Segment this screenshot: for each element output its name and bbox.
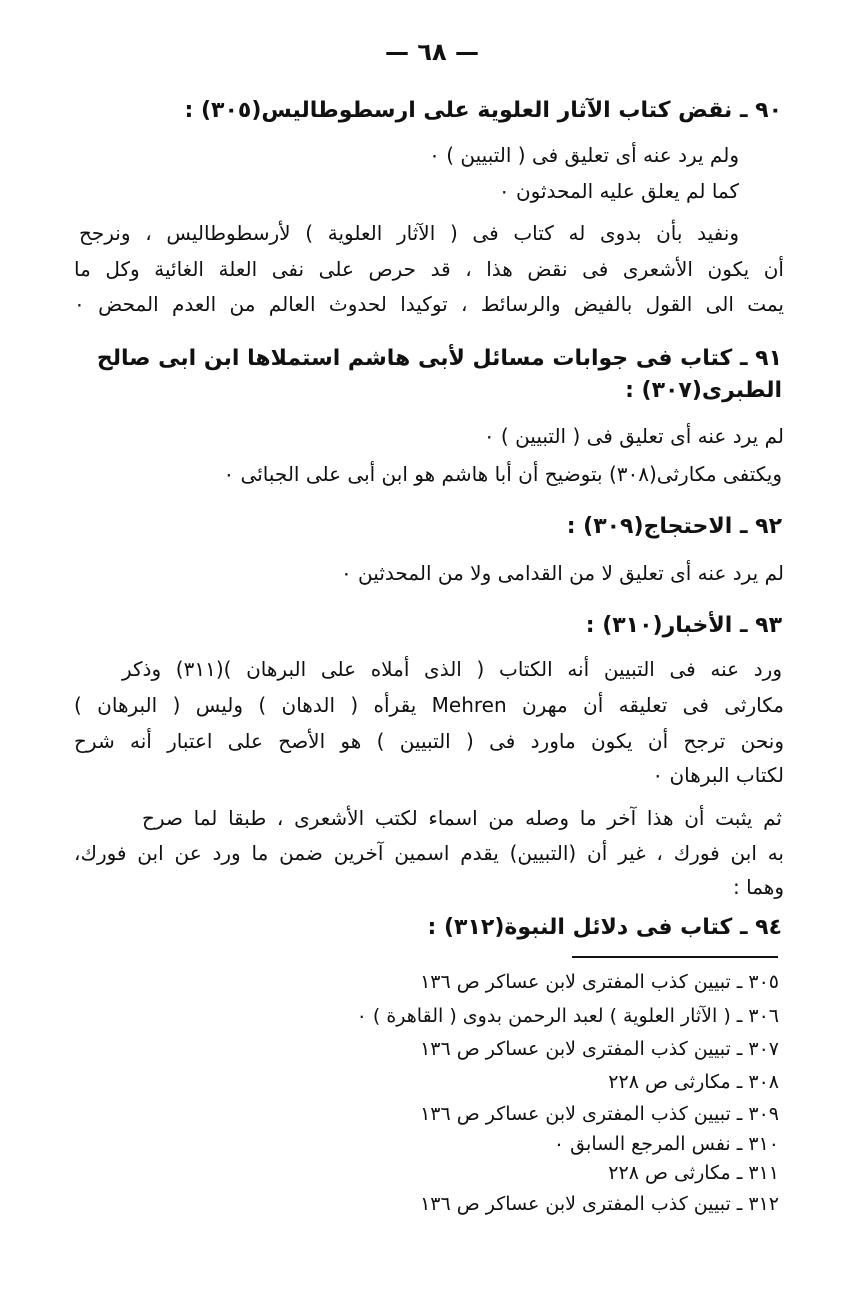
entry-number: ٩٤ [755, 915, 782, 940]
entry-heading-91-line2: الطبرى(٣٠٧) : [625, 378, 782, 403]
entry-number: ٩٢ [755, 514, 782, 539]
text-line: ولم يرد عنه أى تعليق فى ( التبيين ) ٠ [429, 143, 739, 167]
entry-title: الاحتجاج(٣٠٩) : [566, 514, 733, 539]
text-line: ويكتفى مكارثى(٣٠٨) بتوضيح أن أبا هاشم هو ابن أبى على الجبائى ٠ [223, 462, 782, 486]
text-line: لم يرد عنه أى تعليق فى ( التبيين ) ٠ [483, 424, 784, 448]
text-line: ثم يثبت أن هذا آخر ما وصله من اسماء لكتب الأشعرى ، طبقا لما صرح [142, 806, 782, 830]
entry-title: الأخبار(٣١٠) : [585, 613, 733, 638]
text-line: به ابن فورك ، غير أن (التبيين) يقدم اسمين آخرين ضمن ما ورد عن ابن فورك، [74, 841, 784, 865]
entry-title: نقض كتاب الآثار العلوية على ارسطوطاليس(٣٠٥) : [184, 98, 733, 123]
footnote-306: ٣٠٦ ـ ( الآثار العلوية ) لعبد الرحمن بدوى ( القاهرة ) ٠ [356, 1005, 779, 1027]
text-line: يمت الى القول بالفيض والرسائط ، توكيدا لحدوث العالم من العدم المحض ٠ [74, 292, 784, 316]
footnote-312: ٣١٢ ـ تبيين كذب المفترى لابن عساكر ص ١٣٦ [420, 1193, 779, 1215]
entry-title: كتاب فى دلائل النبوة(٣١٢) : [427, 915, 733, 940]
footnote-divider [572, 956, 778, 958]
entry-number: ٩١ [755, 346, 782, 371]
entry-heading-92: ٩٢ ـ الاحتجاج(٣٠٩) : [566, 514, 782, 539]
footnote-311: ٣١١ ـ مكارثى ص ٢٢٨ [608, 1162, 779, 1184]
footnote-309: ٣٠٩ ـ تبيين كذب المفترى لابن عساكر ص ١٣٦ [420, 1103, 779, 1125]
text-line: لكتاب البرهان ٠ [652, 763, 784, 787]
text-line: كما لم يعلق عليه المحدثون ٠ [498, 179, 739, 203]
text-line: ونفيد بأن بدوى له كتاب فى ( الآثار العلوية ) لأرسطوطاليس ، ونرجح [79, 221, 739, 245]
page-number: — ٦٨ — [384, 38, 479, 66]
footnote-307: ٣٠٧ ـ تبيين كذب المفترى لابن عساكر ص ١٣٦ [420, 1038, 779, 1060]
entry-heading-93: ٩٣ ـ الأخبار(٣١٠) : [585, 613, 782, 638]
text-line: لم يرد عنه أى تعليق لا من القدامى ولا من المحدثين ٠ [340, 561, 784, 585]
text-line: وهما : [733, 875, 784, 899]
footnote-310: ٣١٠ ـ نفس المرجع السابق ٠ [553, 1133, 779, 1155]
entry-heading-91: ٩١ ـ كتاب فى جوابات مسائل لأبى هاشم استملاها ابن ابى صالح [96, 346, 782, 371]
entry-number: ٩٣ [755, 613, 782, 638]
footnote-305: ٣٠٥ ـ تبيين كذب المفترى لابن عساكر ص ١٣٦ [420, 971, 779, 993]
text-line: أن يكون الأشعرى فى نقض هذا ، قد حرص على نفى العلة الغائية وكل ما [74, 257, 784, 281]
entry-title: كتاب فى جوابات مسائل لأبى هاشم استملاها ابن ابى صالح [96, 346, 733, 371]
text-line: مكارثى فى تعليقه أن مهرن Mehren يقرأه ( الدهان ) وليس ( البرهان ) [74, 693, 785, 717]
text-line: ورد عنه فى التبيين أنه الكتاب ( الذى أملاه على البرهان )(٣١١) وذكر [122, 657, 782, 681]
entry-heading-94: ٩٤ ـ كتاب فى دلائل النبوة(٣١٢) : [427, 915, 782, 940]
entry-heading-90: ٩٠ ـ نقض كتاب الآثار العلوية على ارسطوطاليس(٣٠٥) : [184, 98, 782, 123]
footnote-308: ٣٠٨ ـ مكارثى ص ٢٢٨ [608, 1071, 779, 1093]
text-line: ونحن ترجح أن يكون ماورد فى ( التبيين ) هو الأصح على اعتبار أنه شرح [74, 729, 784, 753]
entry-number: ٩٠ [755, 98, 782, 123]
